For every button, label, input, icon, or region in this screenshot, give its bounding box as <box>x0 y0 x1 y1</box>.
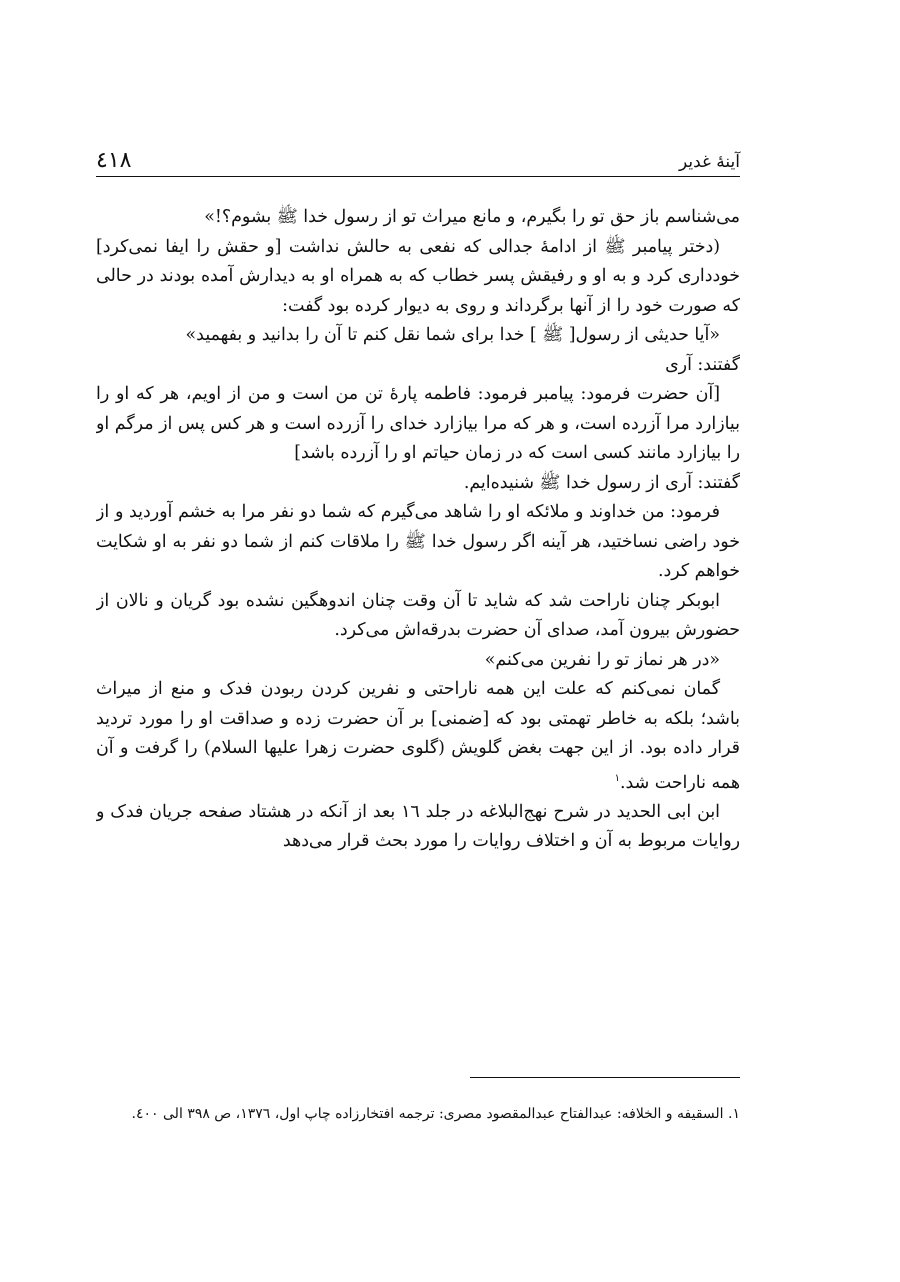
footnote-divider <box>470 1077 740 1078</box>
footnote-text: ١. السقیفه و الخلافه: عبدالفتاح عبدالمقصود مصری: ترجمه افتخارزاده چاپ اول، ١٣٧٦، ص ٣٩٨ الی ٤٠٠. <box>131 1106 740 1122</box>
paragraph: گفتند: آری <box>665 354 740 375</box>
paragraph-with-footnote <box>96 675 740 798</box>
footnote <box>96 1100 740 1160</box>
running-title: آینهٔ غدیر <box>678 152 740 172</box>
paragraph: «در هر نماز تو را نفرین می‌کنم» <box>484 649 720 670</box>
paragraph: فرمود: من خداوند و ملائکه او را شاهد می‌گیرم که شما دو نفر مرا به خشم آوردید و از خود راضی نساختید، هر آینه اگر رسول خدا ﷺ را ملاقات کنم از شما دو نفر به او شکایت خواهم کرد. <box>96 502 740 581</box>
page-number: ٤١٨ <box>96 148 132 173</box>
paragraph: ابن ابی الحدید در شرح نهج‌البلاغه در جلد ١٦ بعد از آنکه در هشتاد صفحه جریان فدک و روایات مربوط به آن و اختلاف روایات را مورد بحث قرار می‌دهد <box>96 801 740 852</box>
paragraph: «آیا حدیثی از رسول[ ﷺ ] خدا برای شما نقل کنم تا آن را بدانید و بفهمید» <box>185 325 720 345</box>
paragraph: گفتند: آری از رسول خدا ﷺ شنیده‌ایم. <box>463 472 740 493</box>
footnote-marker: ١ <box>614 772 620 784</box>
body-text <box>96 203 740 1018</box>
paragraph: می‌شناسم باز حق تو را بگیرم، و مانع میراث تو از رسول خدا ﷺ بشوم؟!» <box>204 207 740 227</box>
page-header <box>96 142 740 177</box>
paragraph: ابوبکر چنان ناراحت شد که شاید تا آن وقت چنان اندوهگین نشده بود گریان و نالان از حضورش بیرون آمد، صدای آن حضرت بدرقه‌اش می‌کرد. <box>96 590 740 640</box>
paragraph: (دختر پیامبر ﷺ از ادامهٔ جدالی که نفعی به حالش نداشت [و حقش را ایفا نمی‌کرد] خودداری کرد و به او و رفیقش پسر خطاب که به همراه او به دیدارش آمده بودند در حالی که صورت خود را از آنها برگرداند و روی به دیوار کرده بود گفت: <box>96 236 740 316</box>
paragraph: [آن حضرت فرمود: پیامبر فرمود: فاطمه پارهٔ تن من است و من از اویم، هر که او را بیازارد مرا آزرده است، و هر که مرا بیازارد خدای را آزرده است و هر کس پس از مرگم او را بیازارد مانند کسی است که در زمان حیاتم او را آزرده باشد] <box>96 384 740 463</box>
paragraph-text: گمان نمی‌کنم که علت این همه ناراحتی و نفرین کردن ربودن فدک و منع از میراث باشد؛ بلکه به خاطر تهمتی بود که [ضمنی] بر آن حضرت زده و صداقت او را مورد تردید قرار داده بود. از این جهت بغض گلویش (گلوی حضرت زهرا علیها السلام) را گرفت و آن همه ناراحت شد. <box>96 679 740 793</box>
